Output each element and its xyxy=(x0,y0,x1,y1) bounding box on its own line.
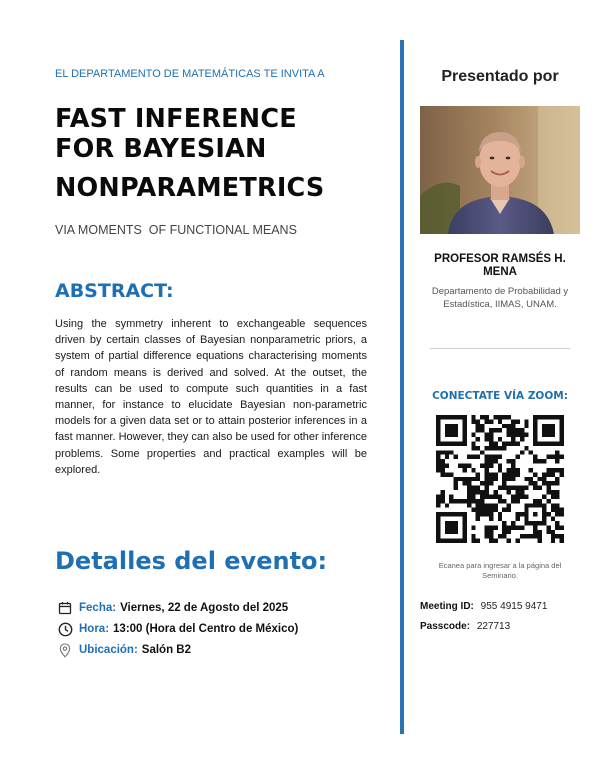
title-line-1: FAST INFERENCE xyxy=(55,104,297,134)
time-label: Hora: xyxy=(79,623,110,635)
abstract-body: Using the symmetry inherent to exchangeable sequences driven by certain classes of Bayesian nonparametric priors, a system of partial difference equations characterising moments of random means is derived and solved. At the outset, the results can be used to compute such quantities in a fast manner, for instance to elucidate Bayesian non-parametric models for a given data set or to attain posterior inferences in a fast manner. However, they can also be used for other inference problems. Some properties and practical examples will be explored. xyxy=(55,318,367,476)
date-row xyxy=(57,599,288,617)
title-line-3: NONPARAMETRICS xyxy=(55,173,325,203)
scan-instructions: Ecanea para ingresar a la página del Seminario. xyxy=(438,561,562,580)
location-row xyxy=(57,641,191,659)
passcode-row xyxy=(420,621,510,632)
calendar-icon xyxy=(57,600,73,616)
passcode-label: Passcode: xyxy=(420,621,471,632)
section-separator xyxy=(430,348,570,349)
date-value: Viernes, 22 de Agosto del 2025 xyxy=(120,602,289,614)
clock-icon xyxy=(57,621,73,637)
location-value: Salón B2 xyxy=(141,644,192,656)
event-details-heading: Detalles del evento: xyxy=(55,547,328,575)
date-label: Fecha: xyxy=(79,602,117,614)
presenter-name: PROFESOR RAMSÉS H. MENA xyxy=(434,253,566,278)
zoom-heading: CONECTATE VÍA ZOOM: xyxy=(432,390,568,402)
zoom-qr-code[interactable] xyxy=(436,415,564,543)
passcode-value: 227713 xyxy=(476,621,511,632)
vertical-divider xyxy=(400,40,404,734)
abstract-heading: ABSTRACT: xyxy=(55,280,174,302)
time-row xyxy=(57,620,298,638)
presenter-photo xyxy=(420,106,580,234)
title-line-2: FOR BAYESIAN xyxy=(55,134,267,164)
meeting-id-value: 955 4915 9471 xyxy=(480,601,548,612)
time-value: 13:00 (Hora del Centro de México) xyxy=(113,623,299,635)
location-pin-icon xyxy=(57,642,73,658)
presenter-heading: Presentado por xyxy=(441,68,559,85)
presenter-department: Departamento de Probabilidad y Estadística, IIMAS, UNAM. xyxy=(431,286,569,310)
location-label: Ubicación: xyxy=(79,644,138,656)
subtitle: VIA MOMENTS OF FUNCTIONAL MEANS xyxy=(55,223,297,237)
meeting-id-label: Meeting ID: xyxy=(420,601,474,612)
invitation-text: EL DEPARTAMENTO DE MATEMÁTICAS TE INVITA A xyxy=(55,68,325,80)
meeting-id-row xyxy=(420,601,547,612)
